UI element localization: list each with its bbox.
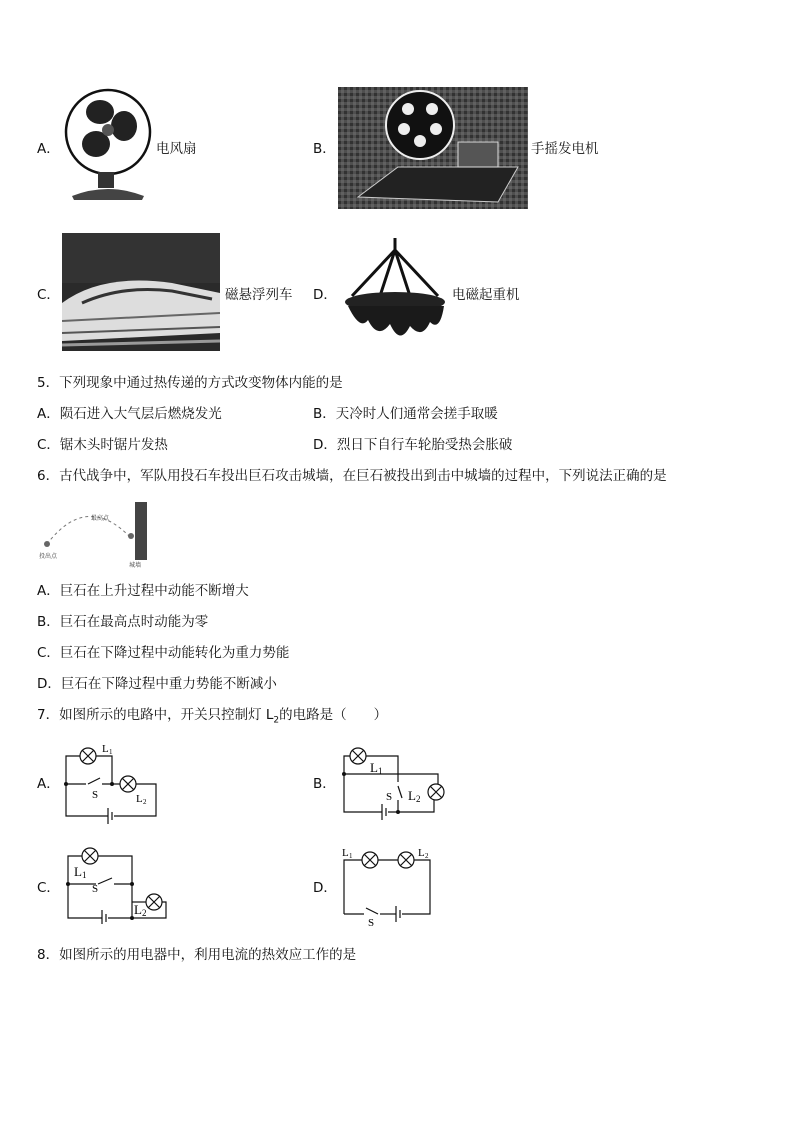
circuit-b-letter: B． [313,776,336,792]
question-6-option-c: C．巨石在下降过程中动能转化为重力势能 [37,645,290,661]
question-5-option-a: A．陨石进入大气层后燃烧发光 [37,406,222,422]
label-switch: S [386,791,393,803]
label-switch: S [92,883,99,895]
label-sub: 2 [143,798,147,806]
circuit-d-letter: D． [313,880,337,896]
question-6-stem: 6．古代战争中，军队用投石车投出巨石攻击城墙，在巨石被投出到击中城墙的过程中，下列说法正确的是 [37,468,667,484]
electric-fan-image [62,86,154,202]
option-caption: 磁悬浮列车 [225,287,293,303]
option-caption: 电磁起重机 [452,287,520,303]
electromagnetic-crane-image [340,236,450,348]
label-sub: 1 [82,870,87,880]
label-l: L [102,743,109,755]
launch-point-label: 投出点 [39,554,58,560]
question-6-option-d: D．巨石在下降过程中重力势能不断减小 [37,676,277,692]
option-caption: 电风扇 [156,141,197,157]
label-switch: S [368,917,375,928]
label-l: L [418,847,425,859]
label-sub: 2 [416,794,421,804]
label-switch: S [92,789,99,801]
circuit-b-diagram [338,742,448,822]
circuit-d-diagram [338,844,438,928]
option-letter: A． [37,141,60,157]
circuit-c-diagram [62,844,172,924]
question-5-stem: 5．下列现象中通过热传递的方式改变物体内能的是 [37,375,343,391]
label-sub: 2 [142,908,147,918]
label-sub: 1 [378,766,383,776]
label-l: L [370,760,378,775]
option-caption: 手摇发电机 [531,141,599,157]
label-sub: 2 [425,852,429,860]
question-5-option-d: D．烈日下自行车轮胎受热会胀破 [313,437,513,453]
option-letter: D． [313,287,337,303]
label-sub: 1 [349,852,353,860]
question-7-stem: 7．如图所示的电路中，开关只控制灯 $L_2$的电路是（ ） [37,707,388,726]
circuit-a-diagram [62,738,162,824]
circuit-c-letter: C． [37,880,60,896]
option-letter: B． [313,141,336,157]
label-l: L [342,847,349,859]
option-letter: C． [37,287,60,303]
label-l: L [136,793,143,805]
wall-label: 城墙 [129,563,142,568]
label-l: L [408,788,416,803]
circuit-a-letter: A． [37,776,60,792]
trebuchet-trajectory-figure [37,498,153,568]
top-point-label: 最高点 [91,516,110,522]
label-sub: 1 [109,748,113,756]
question-5-option-b: B．天冷时人们通常会搓手取暖 [313,406,498,422]
question-6-option-b: B．巨石在最高点时动能为零 [37,614,209,630]
question-8-stem: 8．如图所示的用电器中，利用电流的热效应工作的是 [37,947,357,963]
maglev-train-image [62,233,220,351]
label-l: L [74,864,82,879]
hand-generator-image [338,87,528,209]
question-6-option-a: A．巨石在上升过程中动能不断增大 [37,583,249,599]
label-l: L [134,902,142,917]
question-5-option-c: C．锯木头时锯片发热 [37,437,168,453]
